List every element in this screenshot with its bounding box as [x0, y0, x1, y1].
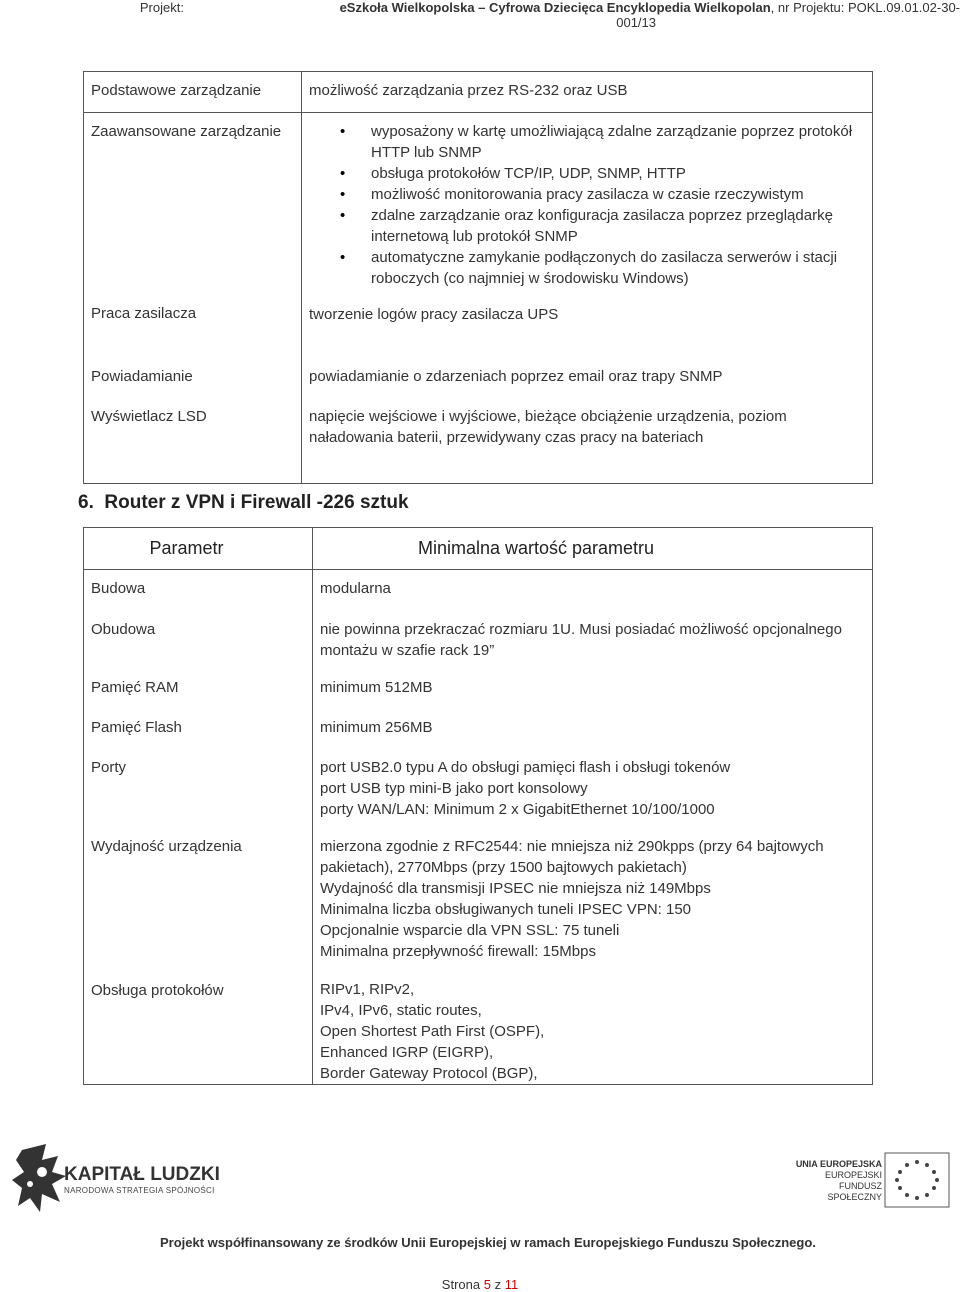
list-item: • możliwość monitorowania pracy zasilacza w czasie rzeczywistym	[371, 184, 862, 205]
label-ram: Pamięć RAM	[91, 679, 179, 696]
value-line: Wydajność dla transmisji IPSEC nie mniejsza niż 149Mbps	[320, 880, 711, 897]
label-notify: Powiadamianie	[91, 368, 193, 385]
router-spec-table	[83, 527, 873, 1085]
list-item: • automatyczne zamykanie podłączonych do zasilacza serwerów i stacji roboczych (co najmniej w środowisku Windows)	[371, 247, 862, 289]
section-number: 6.	[78, 492, 94, 513]
eu-line1: UNIA EUROPEJSKA	[795, 1159, 882, 1169]
row-label	[84, 113, 302, 349]
row-label: Podstawowe zarządzanie	[84, 72, 302, 113]
row-value-text: powiadamianie o zdarzeniach poprzez email oraz trapy SNMP	[309, 368, 723, 385]
row-value	[302, 113, 873, 349]
feature-list	[309, 121, 862, 289]
page-number	[0, 1277, 960, 1292]
list-item: • zdalne zarządzanie oraz konfiguracja zasilacza poprzez przeglądarkę internetową lub protokół SNMP	[371, 205, 862, 247]
page-mid: z	[490, 1277, 505, 1292]
value-line: IPv4, IPv6, static routes,	[320, 1002, 482, 1019]
value-line: Minimalna liczba obsługiwanych tuneli IPSEC VPN: 150	[320, 901, 692, 918]
value-line: Enhanced IGRP (EIGRP),	[320, 1044, 494, 1061]
table-row	[84, 570, 873, 1085]
row-value	[313, 570, 873, 1085]
row-value-text: napięcie wejściowe i wyjściowe, bieżące obciążenie urządzenia, poziom naładowania baterii, przewidywany czas pracy na bateriach	[309, 408, 787, 446]
row-label	[84, 570, 313, 1085]
value-line: porty WAN/LAN: Minimum 2 x GigabitEthernet 10/100/1000	[320, 801, 715, 818]
value-line: Open Shortest Path First (OSPF),	[320, 1023, 545, 1040]
table-row	[84, 113, 873, 349]
header-prefix: Projekt:	[139, 0, 188, 15]
value-flash: minimum 256MB	[320, 719, 433, 736]
kl-title: KAPITAŁ LUDZKI	[64, 1164, 220, 1185]
section-heading	[78, 492, 409, 514]
value-performance	[320, 836, 866, 962]
value-ram: minimum 512MB	[320, 679, 433, 696]
list-item: • wyposażony w kartę umożliwiającą zdalne zarządzanie poprzez protokół HTTP lub SNMP	[371, 121, 862, 163]
cofinance-note: Projekt współfinansowany ze środków Unii Europejskiej w ramach Europejskiego Funduszu Społecznego.	[160, 1235, 816, 1250]
value-ports	[320, 757, 866, 820]
table-row	[84, 348, 873, 484]
value-obudowa: nie powinna przekraczać rozmiaru 1U. Musi posiadać możliwość opcjonalnego montażu w szafie rack 19”	[320, 621, 842, 659]
list-item: • obsługa protokołów TCP/IP, UDP, SNMP, HTTP	[371, 163, 862, 184]
label-advanced: Zaawansowane zarządzanie	[91, 123, 282, 140]
ups-spec-table	[83, 71, 873, 484]
eu-text	[790, 1159, 882, 1203]
label-obudowa: Obudowa	[91, 621, 156, 638]
page-prefix: Strona	[441, 1277, 484, 1292]
section-title: Router z VPN i Firewall -226 sztuk	[104, 492, 409, 513]
header-project-name: eSzkoła Wielkopolska – Cyfrowa Dziecięca Encyklopedia Wielkopolan	[339, 0, 771, 15]
value-line: Minimalna przepływność firewall: 15Mbps	[320, 943, 596, 960]
label-display: Wyświetlacz LSD	[91, 408, 207, 425]
value-budowa: modularna	[320, 580, 391, 597]
eu-line2: EUROPEJSKI	[824, 1170, 882, 1180]
column-header-min-value: Minimalna wartość parametru	[313, 528, 873, 570]
label-flash: Pamięć Flash	[91, 719, 182, 736]
value-line: port USB typ mini-B jako port konsolowy	[320, 780, 588, 797]
value-line: Border Gateway Protocol (BGP),	[320, 1065, 538, 1082]
label-ports: Porty	[91, 759, 127, 776]
row-value	[302, 348, 873, 484]
label-budowa: Budowa	[91, 580, 146, 597]
label-power-work: Praca zasilacza	[91, 305, 197, 322]
kl-subtitle: NARODOWA STRATEGIA SPÓJNOŚCI	[64, 1186, 215, 1195]
page-header	[0, 0, 960, 30]
row-label	[84, 348, 302, 484]
row-value-text: tworzenie logów pracy zasilacza UPS	[309, 306, 559, 323]
table-header-row	[84, 528, 873, 570]
header-suffix: , nr Projektu: POKL.09.01.02-30-001/13	[616, 0, 960, 30]
table-row	[84, 72, 873, 113]
kapital-ludzki-logo-icon	[12, 1142, 72, 1214]
label-protocols: Obsługa protokołów	[91, 982, 224, 999]
row-value: możliwość zarządzania przez RS-232 oraz USB	[302, 72, 873, 113]
value-protocols	[320, 979, 866, 1084]
value-line: Opcjonalnie wsparcie dla VPN SSL: 75 tuneli	[320, 922, 620, 939]
label-performance: Wydajność urządzenia	[91, 838, 242, 855]
value-line: port USB2.0 typu A do obsługi pamięci flash i obsługi tokenów	[320, 759, 731, 776]
value-line: mierzona zgodnie z RFC2544: nie mniejsza niż 290kpps (przy 64 bajtowych pakietach), 2770Mbps (przy 1500 bajtowych pakietach)	[320, 838, 824, 876]
page-current: 5	[483, 1277, 491, 1292]
page-total: 11	[504, 1277, 519, 1292]
eu-flag-icon	[884, 1152, 950, 1208]
value-line: RIPv1, RIPv2,	[320, 981, 415, 998]
eu-line3: FUNDUSZ SPOŁECZNY	[827, 1181, 882, 1202]
column-header-param: Parametr	[84, 528, 313, 570]
